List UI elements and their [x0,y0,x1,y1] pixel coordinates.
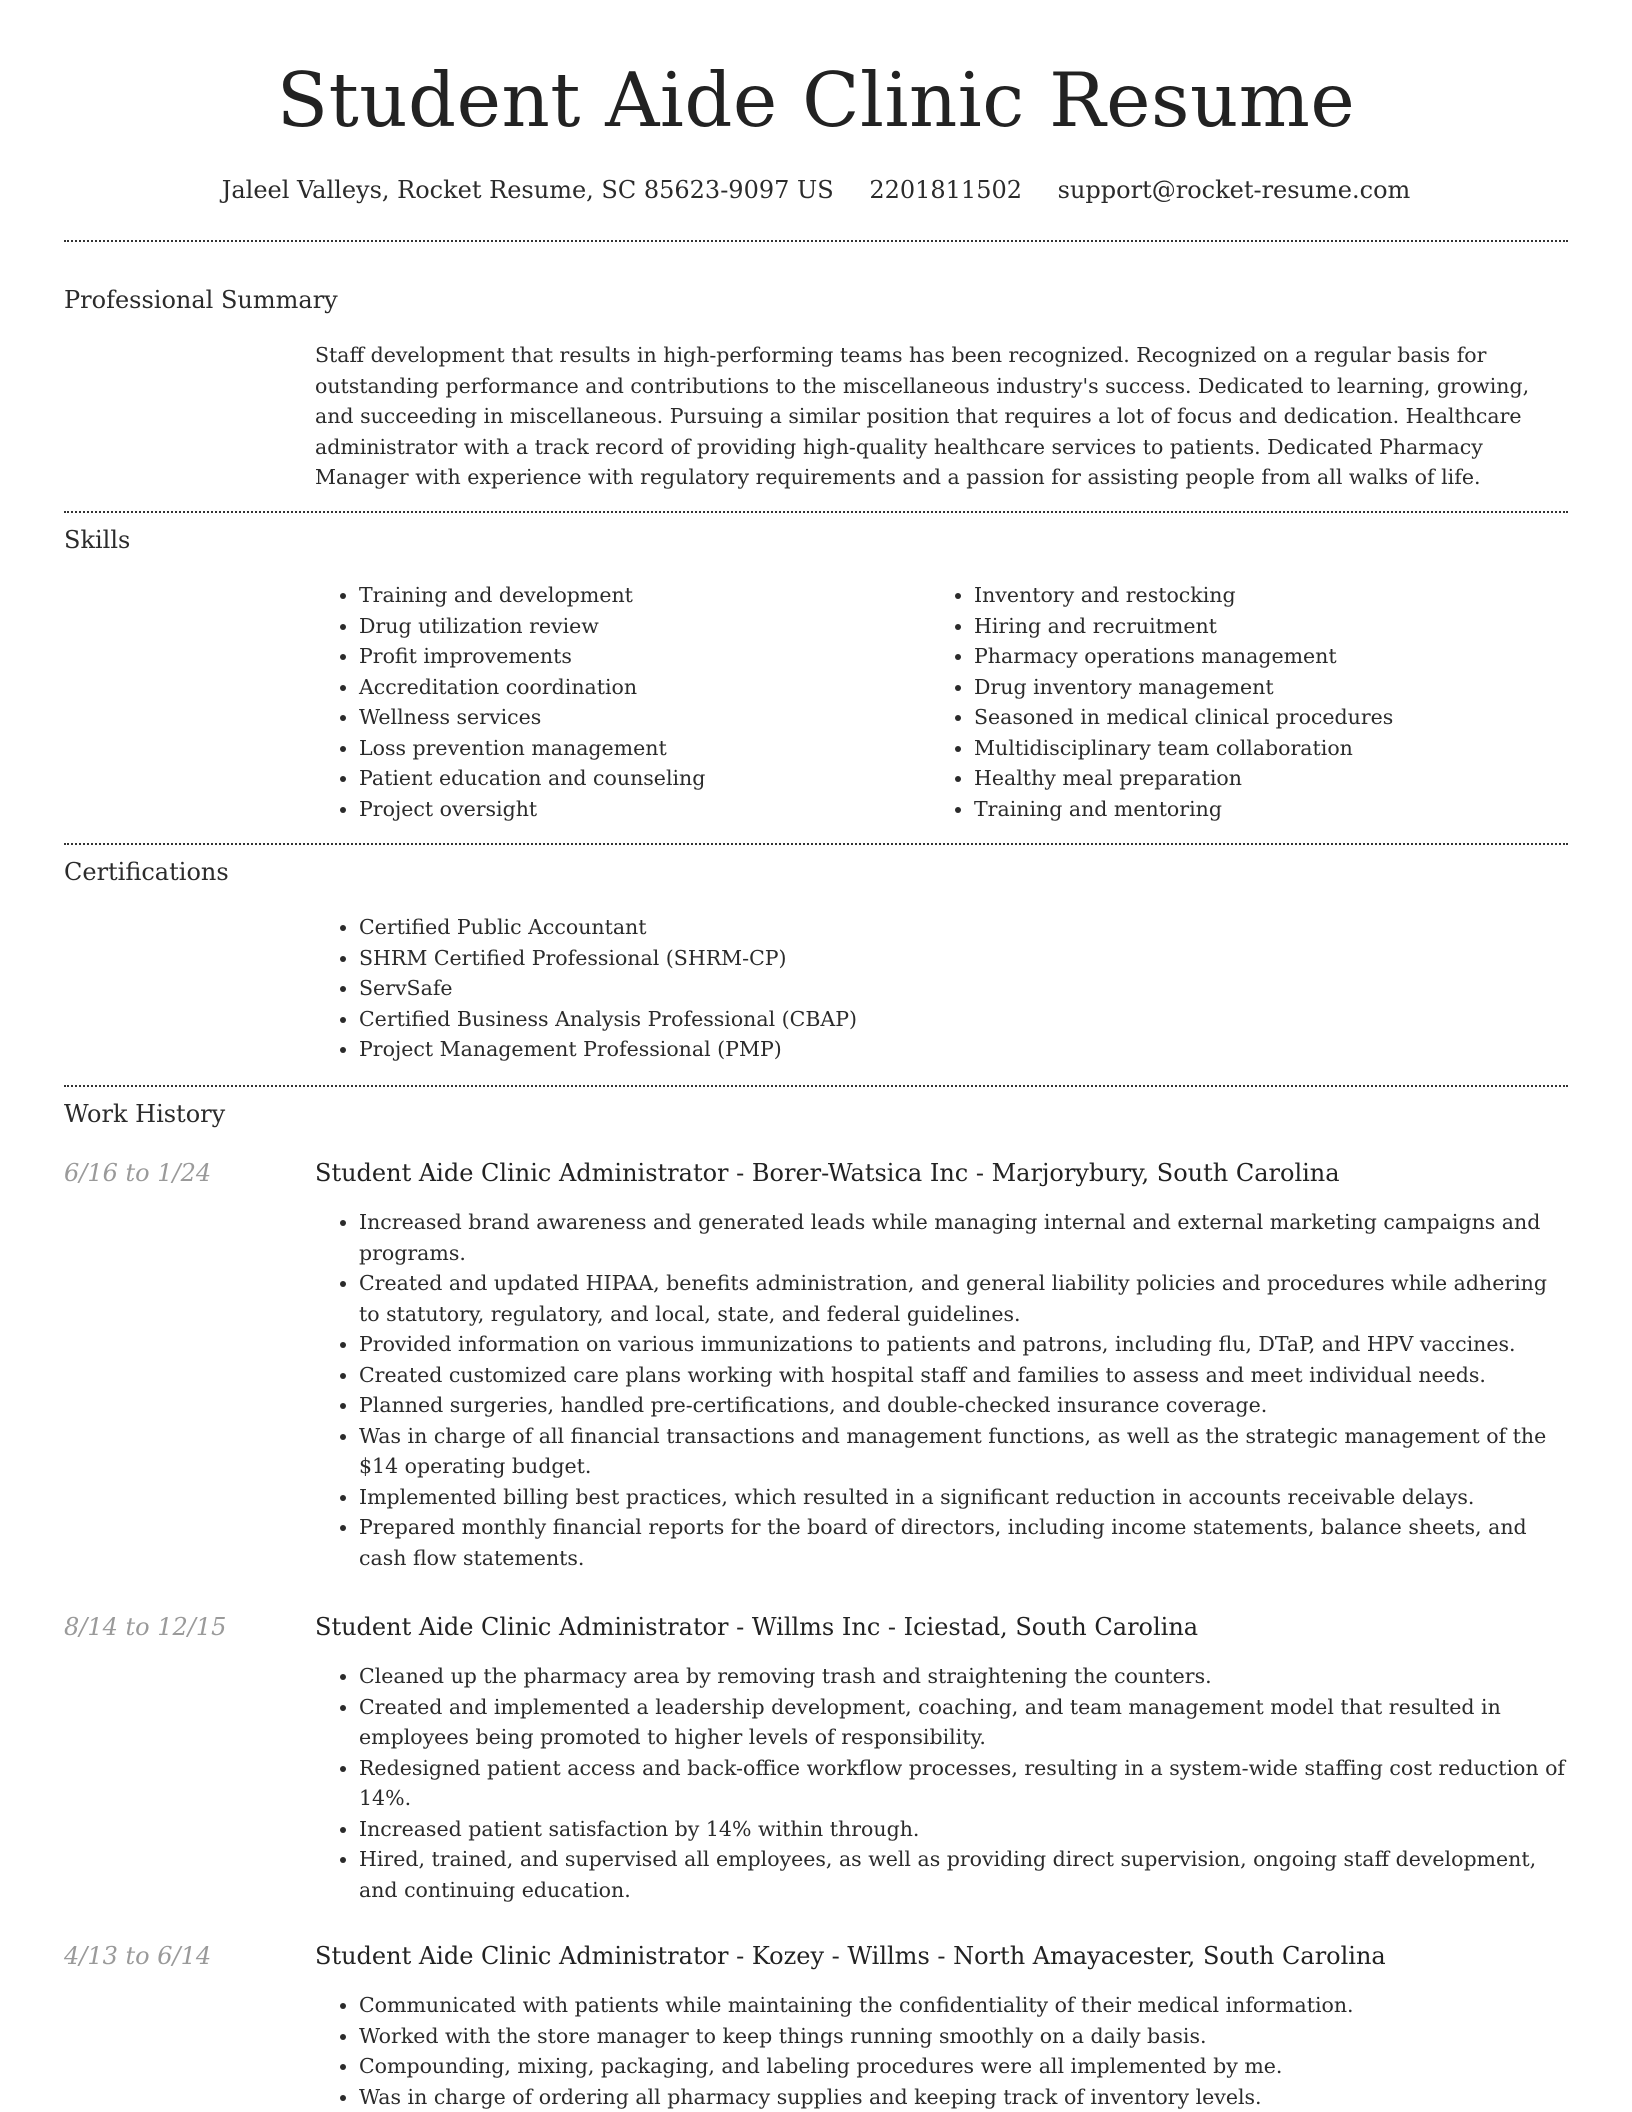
job-title: Student Aide Clinic Administrator - Kozey - Willms - North Amayacester, South Carolina [315,1942,1386,1970]
list-item: • Project oversight [359,794,939,825]
list-item: • Seasoned in medical clinical procedures [974,702,1574,733]
contact-phone: 2201811502 [869,176,1023,204]
contact-email: support@rocket-resume.com [1057,176,1411,204]
list-item: • Drug inventory management [974,672,1574,703]
list-item: • Training and mentoring [974,794,1574,825]
resume-title: Student Aide Clinic Resume [276,56,1356,144]
list-item: • Increased brand awareness and generated leads while managing internal and external marketing campaigns and programs. [359,1207,1568,1268]
list-item: • Hiring and recruitment [974,611,1574,642]
divider [64,843,1568,845]
list-item: • Pharmacy operations management [974,641,1574,672]
list-item: • Redesigned patient access and back-office workflow processes, resulting in a system-wide staffing cost reduction of 14%. [359,1753,1568,1814]
list-item: • Compounding, mixing, packaging, and labeling procedures were all implemented by me. [359,2051,1568,2082]
list-item: • Was in charge of all financial transactions and management functions, as well as the strategic management of the $14 operating budget. [359,1421,1568,1482]
list-item: • Certified Public Accountant [359,912,1559,943]
job-bullets [315,1207,1568,1573]
list-item: • Drug utilization review [359,611,939,642]
job-bullets [315,1661,1568,1905]
section-heading-certifications: Certifications [64,858,229,886]
job-title: Student Aide Clinic Administrator - Willms Inc - Iciestad, South Carolina [315,1613,1199,1641]
list-item: • Cleaned up the pharmacy area by removing trash and straightening the counters. [359,1661,1568,1692]
list-item: • Hired, trained, and supervised all employees, as well as providing direct supervision, ongoing staff development, and continuing education. [359,1844,1568,1905]
divider [64,240,1568,242]
list-item: • Accreditation coordination [359,672,939,703]
list-item: • Created and implemented a leadership development, coaching, and team management model that resulted in employees being promoted to higher levels of responsibility. [359,1692,1568,1753]
skills-list-left [315,580,939,824]
list-item: • Provided information on various immunizations to patients and patrons, including flu, DTaP, and HPV vaccines. [359,1329,1568,1360]
job-dates: 4/13 to 6/14 [64,1942,212,1970]
list-item: • Created and updated HIPAA, benefits administration, and general liability policies and procedures while adhering to statutory, regulatory, and local, state, and federal guidelines. [359,1268,1568,1329]
list-item: • Worked with the store manager to keep things running smoothly on a daily basis. [359,2021,1568,2052]
job-dates: 8/14 to 12/15 [64,1613,227,1641]
list-item: • Implemented billing best practices, which resulted in a significant reduction in accounts receivable delays. [359,1482,1568,1513]
certifications-list [315,912,1559,1065]
section-heading-skills: Skills [64,526,131,554]
list-item: • Wellness services [359,702,939,733]
list-item: • Multidisciplinary team collaboration [974,733,1574,764]
section-heading-summary: Professional Summary [64,286,338,314]
divider [64,1085,1568,1087]
list-item: • Planned surgeries, handled pre-certifications, and double-checked insurance coverage. [359,1390,1568,1421]
skills-list-right [930,580,1574,824]
job-bullets [315,1990,1568,2112]
divider [64,511,1568,513]
list-item: • Healthy meal preparation [974,763,1574,794]
job-title: Student Aide Clinic Administrator - Borer-Watsica Inc - Marjorybury, South Carolina [315,1159,1340,1187]
job-dates: 6/16 to 1/24 [64,1159,212,1187]
list-item: • Project Management Professional (PMP) [359,1034,1559,1065]
list-item: • Inventory and restocking [974,580,1574,611]
list-item: • ServSafe [359,973,1559,1004]
list-item: • Prepared monthly financial reports for the board of directors, including income statements, balance sheets, and cash flow statements. [359,1512,1568,1573]
list-item: • Created customized care plans working with hospital staff and families to assess and meet individual needs. [359,1360,1568,1391]
contact-address: Jaleel Valleys, Rocket Resume, SC 85623-9097 US [221,176,834,204]
list-item: • Loss prevention management [359,733,939,764]
list-item: • Increased patient satisfaction by 14% within through. [359,1814,1568,1845]
list-item: • SHRM Certified Professional (SHRM-CP) [359,943,1559,974]
list-item: • Training and development [359,580,939,611]
list-item: • Certified Business Analysis Professional (CBAP) [359,1004,1559,1035]
summary-text: Staff development that results in high-performing teams has been recognized. Recognized on a regular basis for outstanding performance and contributions to the miscellaneous industry's success. Dedicated to learning, growing, and succeeding in miscellaneous. Pursuing a similar position that requires a lot of focus and dedication. Healthcare administrator with a track record of providing high-quality healthcare services to patients. Dedicated Pharmacy Manager with experience with regulatory requirements and a passion for assisting people from all walks of life. [315,343,1530,489]
list-item: • Was in charge of ordering all pharmacy supplies and keeping track of inventory levels. [359,2082,1568,2112]
contact-line [64,170,1568,210]
section-heading-work-history: Work History [64,1100,226,1128]
list-item: • Profit improvements [359,641,939,672]
list-item: • Patient education and counseling [359,763,939,794]
list-item: • Communicated with patients while maintaining the confidentiality of their medical information. [359,1990,1568,2021]
